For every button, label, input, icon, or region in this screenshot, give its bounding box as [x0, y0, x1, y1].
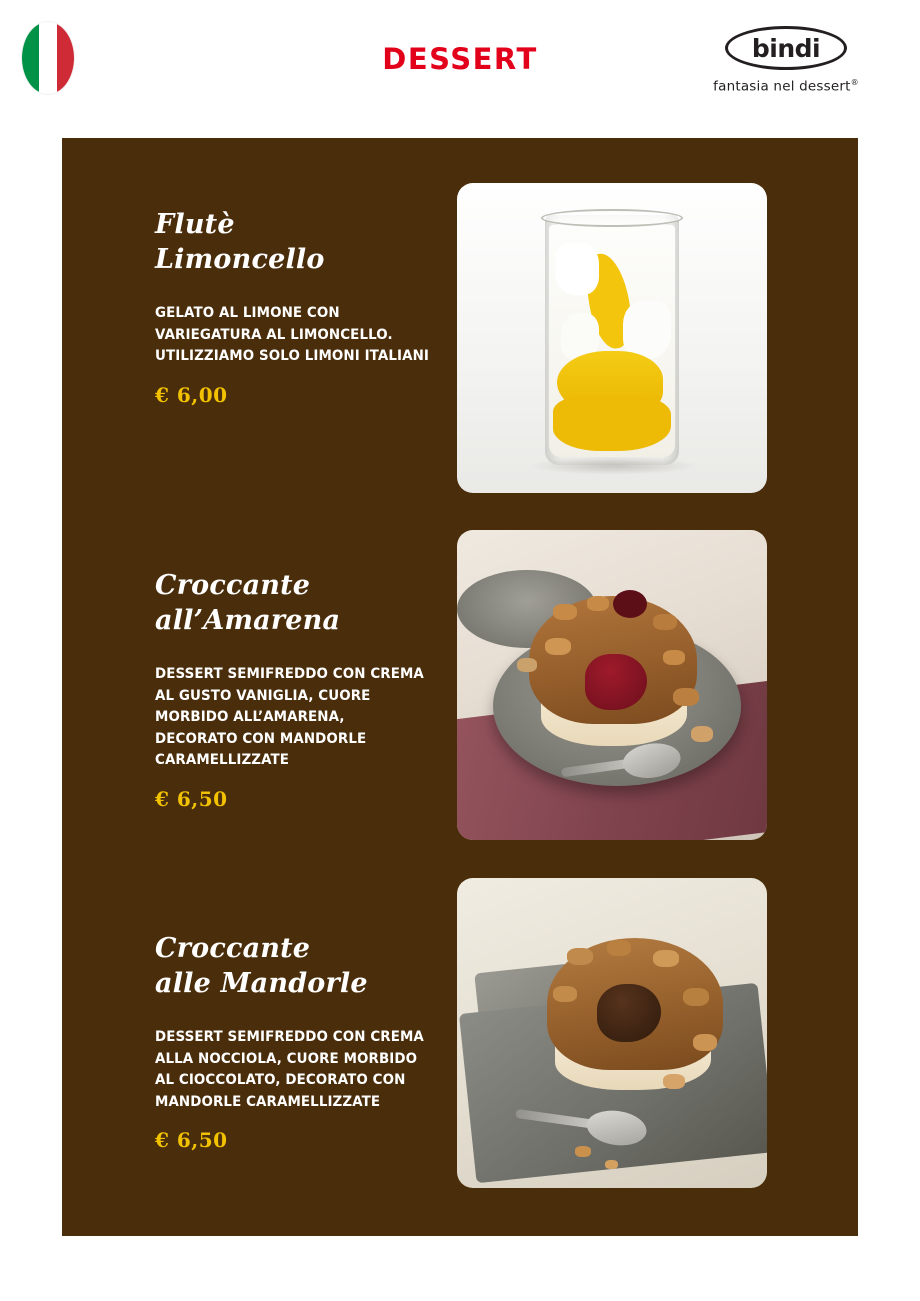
dish-price: € 6,50 — [155, 787, 228, 812]
brand-logo-oval — [725, 26, 847, 70]
dish-description: DESSERT SEMIFREDDO CON CREMA AL GUSTO VANIGLIA, CUORE MORBIDO ALL’AMARENA, DECORATO CON MANDORLE CARAMELLIZZATE — [155, 665, 424, 769]
brand-tagline — [698, 78, 874, 95]
page-header — [0, 0, 920, 138]
dish-name-line2: Limoncello — [155, 243, 325, 275]
menu-item-text — [155, 932, 455, 1152]
brand-tagline-text: fantasia nel dessert — [713, 78, 851, 95]
menu-panel — [62, 138, 858, 1236]
brand-trademark-mark: ® — [850, 78, 859, 87]
dish-name — [155, 569, 455, 638]
dish-photo — [457, 878, 767, 1188]
dish-name-line1: Croccante — [155, 570, 311, 601]
menu-item-text — [155, 208, 455, 407]
dish-name — [155, 932, 455, 1001]
dish-price: € 6,00 — [155, 382, 228, 407]
dish-description: DESSERT SEMIFREDDO CON CREMA ALLA NOCCIOLA, CUORE MORBIDO AL CIOCCOLATO, DECORATO CON MANDORLE CARAMELLIZZATE — [155, 1028, 424, 1110]
page-title: DESSERT — [382, 42, 538, 76]
menu-item — [62, 870, 858, 1236]
dish-description: GELATO AL LIMONE CON VARIEGATURA AL LIMONCELLO. UTILIZZIAMO SOLO LIMONI ITALIANI — [155, 304, 430, 365]
menu-item-text — [155, 569, 455, 811]
dish-name-line1: Croccante — [155, 933, 311, 964]
menu-item — [62, 504, 858, 870]
dish-name-line1: Flutè — [155, 209, 235, 240]
dish-name-line2: all’Amarena — [155, 604, 341, 636]
dish-photo — [457, 530, 767, 840]
brand-logo — [698, 26, 874, 104]
brand-name: bindi — [751, 33, 821, 63]
dish-photo — [457, 183, 767, 493]
menu-item — [62, 138, 858, 504]
dish-price: € 6,50 — [155, 1128, 228, 1153]
dish-name-line2: alle Mandorle — [155, 967, 368, 999]
dish-name — [155, 208, 455, 277]
